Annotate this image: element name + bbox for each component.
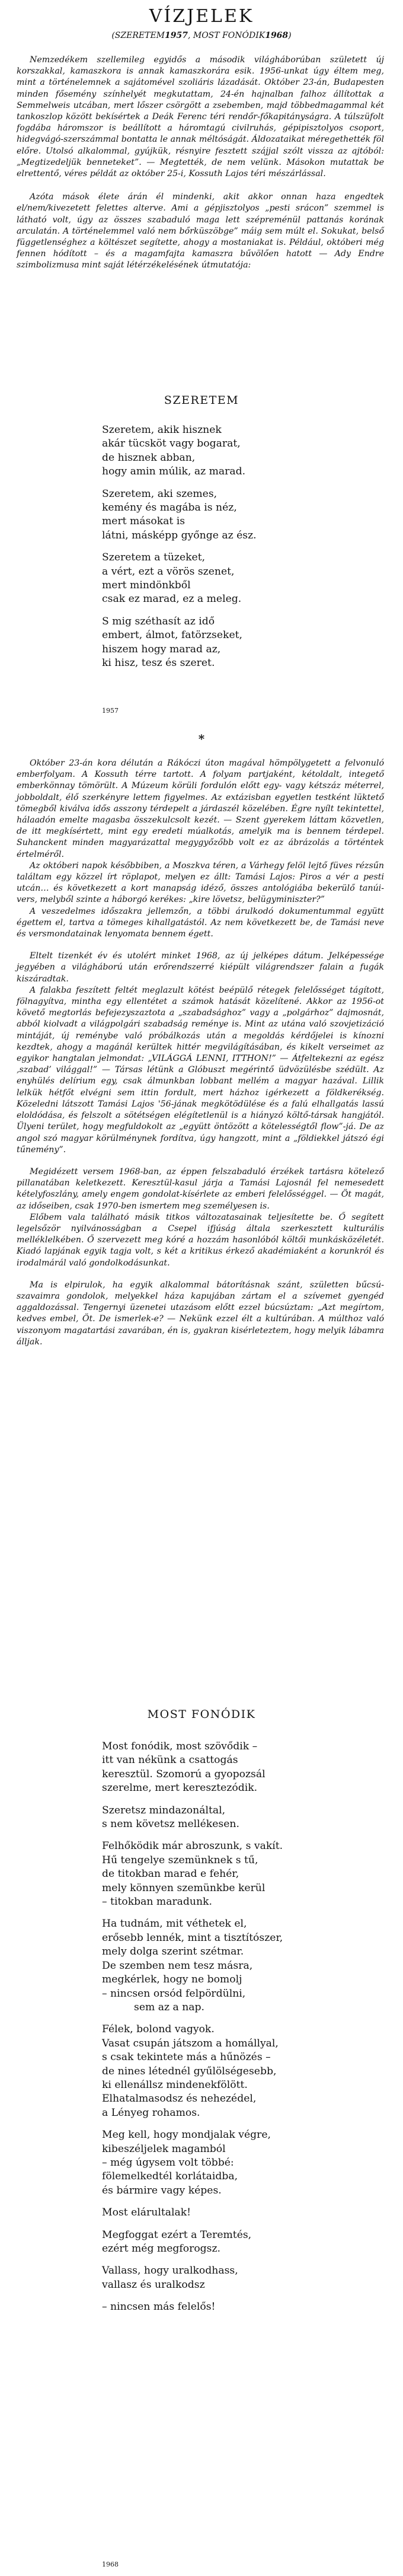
poem-line: Hű tengelye szemünknek s tű, xyxy=(102,1854,258,1866)
poem-line: mely könnyen szemünkbe kerül xyxy=(102,1882,266,1894)
middle-paragraph-1: Október 23-án kora délután a Rákóczi úton magával hömpölygetett a felvonuló emberfolyam. A Kossuth térre tartott. A folyam partjaként, kétoldalt, integető emberkönnay tömörült. A Múzeum körüli fordulón előtt egy- vagy kétszáz méterrel, jobboldalt, élő szerkényre lettem figyelmes. Az extázisban egyetlen testként lüktető tömegből kiválva idős asszony térdepelt a járdaszél közelében. Égre nyílt tekintettel, hálaadón emelte magasba összekulcsolt kezét. — Szent gyerekem láttam közvetlen, de itt megkísértett, mint egy eredeti múalkotás, amelyik ma is bennem térdepel. Suhanckent minden magyarázattal megygyőzőbb volt ez az ábrázolás a történtek értelméről. xyxy=(17,758,384,859)
poem-line: Szeretem, aki szemes, xyxy=(102,487,218,500)
poem-line: Vasat csupán játszom a homállyal, xyxy=(102,2037,279,2049)
section-divider: * xyxy=(198,732,205,746)
stanza xyxy=(102,2206,363,2220)
stanza xyxy=(102,2023,363,2120)
poem-line: s nem követsz mellékesen. xyxy=(102,1818,239,1831)
poem-line: erősebb lennék, mint a tisztítószer, xyxy=(102,1931,283,1944)
poem-line: mely dolga szerint szétmar. xyxy=(102,1946,244,1958)
subtitle-prefix: (SZERETEM xyxy=(111,31,165,40)
poem-line: Félek, bolond vagyok. xyxy=(102,2023,215,2036)
poem-line: Elhatalmasodsz és nehezédel, xyxy=(102,2093,257,2105)
poem-line: csak ez marad, ez a meleg. xyxy=(102,593,242,605)
poem-line: – nincsen orsód felpördülni, xyxy=(102,1987,246,2000)
poem-line: De szemben nem tesz másra, xyxy=(102,1959,253,1972)
poem-line: megkérlek, hogy ne bomolj xyxy=(102,1974,242,1986)
poem-line: itt van nékünk a csattogás xyxy=(102,1754,238,1767)
poem-line: Felhőködik már abroszunk, s vakít. xyxy=(102,1840,283,1853)
subtitle-suffix: ) xyxy=(288,31,292,40)
poem-2 xyxy=(102,1740,363,2323)
poem-line: Meg kell, hogy mondjalak végre, xyxy=(102,2129,271,2141)
poem-line: S mig széthasít az idő xyxy=(102,615,215,627)
poem-line: ki hisz, tesz és szeret. xyxy=(102,657,215,669)
poem-line: fölemelkedtél korlátaidba, xyxy=(102,2170,238,2183)
stanza xyxy=(102,487,363,543)
poem-1 xyxy=(102,423,363,679)
middle-paragraph-8: Ma is elpirulok, ha egyik alkalommal bátorításnak szánt, születten bűcsú-szavaimra gondolok, melyekkel háza kapujában zártam el a szívemet gyengéd aggaldozással. Tengernyi üzenetei utazásom előtt ezzel búcsúztam: „Azt megírtom, kedves embel, Öt. De ismerlek-e? — Nekünk ezzel élt a kultúrában. A múlthoz való viszonyom magatartási zavarában, én is, gyakran kisérleteztem, hogy melyik lábamra álljak. xyxy=(17,1280,384,1347)
poem-line: de titokban marad e fehér, xyxy=(102,1868,239,1880)
poem-line: sem az a nap. xyxy=(134,2001,205,2013)
poem-line: – titokban maradunk. xyxy=(102,1896,212,1908)
poem-line: kibeszéljelek magamból xyxy=(102,2143,226,2155)
poem-line: vallasz és uralkodsz xyxy=(102,2278,205,2291)
poem-line: mert mindönkből xyxy=(102,579,191,592)
poem-line: – még úgysem volt többé: xyxy=(102,2156,234,2169)
poem-line: de nines létednél gyűlölségesebb, xyxy=(102,2065,277,2077)
poem-line: Szeretsz mindazonáltal, xyxy=(102,1804,226,1816)
poem-1-title: SZERETEM xyxy=(164,394,239,407)
poem-line: Szeretem a tüzeket, xyxy=(102,551,206,564)
subtitle-year-2: 1968 xyxy=(265,31,289,40)
middle-paragraph-3: A veszedelmes időszakra jellemzőn, a többi árulkodó dokumentummal együtt égettem el, tartva a tömeges kihallgatástól. Az nem következett be, de Tamási neve és versmondatainak lenyomata bennem égett. xyxy=(17,906,384,939)
poem-line: keresztül. Szomorú a gyopozsál xyxy=(102,1768,266,1780)
middle-section xyxy=(17,758,384,1348)
poem-line: Vallass, hogy uralkodhass, xyxy=(102,2265,238,2277)
stanza xyxy=(102,2229,363,2256)
document-title: VÍZJELEK xyxy=(149,6,254,27)
stanza xyxy=(102,615,363,671)
middle-paragraph-7: Előbem vala található másik titkos változatasainak teljesítette be. Ő segített legelsőzör nyilvánosságban a Csepel ifjúság általa szerkesztett kulturális melléklelkében. Ő szervezett meg kóré a hozzám hasonlóból költői munkásközéletét. Kiadó lapjának egyik tagja volt, s két a kritikus érkező akadémiaként a korunkról és irodalmárál való gondolkodásunkat. xyxy=(17,1212,384,1268)
poem-line: Szeretem, akik hisznek xyxy=(102,424,222,436)
poem-2-title: MOST FONÓDIK xyxy=(147,1708,256,1721)
poem-line: hiszem hogy marad az, xyxy=(102,643,221,655)
poem-line: ki ellenállsz mindenekfölött. xyxy=(102,2078,248,2091)
middle-paragraph-2: Az októberi napok későbbiben, a Moszkva téren, a Várhegy felöl lejtő füves rézsűn találtam egy közzel írt röplapot, melyen ez állt: Tamási Lajos: Piros a vér a pesti utcán… és következett a kort manapság idéző, összes antológiába bekerülő tanúi-vers, melyből szinte a háborgó kerékes: „kire lövetsz, belügyminiszter?” xyxy=(17,860,384,905)
poem-line: Most fonódik, most szövődik – xyxy=(102,1740,258,1752)
poem-line: embert, álmot, fatörzseket, xyxy=(102,629,242,642)
stanza xyxy=(102,551,363,607)
poem-line: a vért, ezt a vörös szenet, xyxy=(102,565,235,578)
poem-line: de hisznek abban, xyxy=(102,451,196,464)
stanza xyxy=(102,2264,363,2292)
poem-line: kemény és magába is néz, xyxy=(102,502,237,514)
intro-paragraph-1: Nemzedékem szellemileg egyidős a második világháborúban született új korszakkal, kamaszkora is annak kamaszkorára esik. 1956-unkat úgy éltem meg, mint a történelemnek a sajátomével szoliáris lázadását. Október 23-án, Budapesten minden fősemény színhelyét megkutattam, 24-én hajnalban falhoz állítottak a Semmelweis utcában, mert lőszer csörgött a zsebemben, majd többedmagammal két tankoszlop között bekísértek a Deák Ferenc téri rendőr-főkapitányságra. A túlszüfolt fogdába háromszor is beállított a háromtagú civilruhás, gépipisztolyos csoport, hidegvágó-szerszámmal bontatta le annak méltóságát. Áldozataikat méregethették föl előre. Utolsó alkalommal, gyújkük, résnyire fesztett szájjal szólt vissza az ajtóból: „Megtizedeljük benneteket”. — Megtették, de nem velünk. Másokon mutattak be elrettentő, véres példát az október 25-i, Kossuth Lajos téri mészárlással. xyxy=(17,55,384,179)
stanza xyxy=(102,1740,363,1796)
poem-line: – nincsen más felelős! xyxy=(102,2301,216,2313)
poem-line: hogy amin múlik, az marad. xyxy=(102,466,246,478)
poem-line: a Lényeg rohamos. xyxy=(102,2106,200,2119)
poem-line: mert másokat is xyxy=(102,515,185,528)
subtitle-year-1: 1957 xyxy=(165,31,188,40)
middle-paragraph-5: A falakba feszített feltét meglazult kötést beépülő rétegek felelősséget tágított, fölnagyítva, mintha egy ellentétet a számok hatását közelítené. Akkor az 1956-ot követő megtorlás befejezyszaztota a „szabadsághoz” vagy a „polgárhoz” dajmosnát, abból kiolvadt a világpolgári szabadság reménye is. Mint az utána való szovjetizáció mintáját, új reménybe való próbálkozás után a megoldás kérdőjelei is kínozni kezdtek, ahogy a magánál kerültek hittér megvilágításában, és kikelt verseimet az egyikor hangtalan jelmondat: „VILÁGGÁ LENNI, ITTHON!” — Átfeltekezni az egész ‚szabad’ világgal!” — Társas létünk a Glóbuszt megérintő üdvözülésbe szédült. Az enyhülés delírium egy, csak álmunkban lobbant mellém a magyar hazával. Lillik lelkük hétfőt elvégni sem ittin fordult, mert házhoz igérkezett a földkerékség. Közeledni látszott Tamási Lajos '56-jának megkötödülése és a falú elhallgatás lassú eloldódása, és felszolt a sötétségen elégítetlenül is a hiányzó költő-társak hangjától. Ülyeni terület, hogy megfuldokolt az „együtt öntözött a kötelességtől flow”-já. De az angol szó magyar körülménynek fordítva, úgy hangzott, mint a „földiekkel játszó égi tűnemény”. xyxy=(17,985,384,1155)
middle-paragraph-6: Megidézett versem 1968-ban, az éppen felszabaduló érzékek tartásra kötelező pillanatában keletkezett. Keresztül-kasul járja a Tamási Lajosnál fel nemesedett kételyfoszlány, amely engem gondolat-kísérlete az emberi felelősséggel. — Öt magát, az időseiben, csak 1970-ben ismertem meg személyesen is. xyxy=(17,1166,384,1211)
poem-line: Most elárultalak! xyxy=(102,2207,191,2219)
document-subtitle xyxy=(0,31,403,40)
poem-line: akár tücsköt vagy bogarat, xyxy=(102,438,241,450)
poem-line: látni, másképp győnge az ész. xyxy=(102,529,257,541)
poem-line: Ha tudnám, mit véthetek el, xyxy=(102,1918,247,1930)
poem-line: és bármire vagy képes. xyxy=(102,2184,222,2196)
poem-1-year: 1957 xyxy=(102,707,119,715)
poem-line: s csak tekintete más a hűnözés – xyxy=(102,2051,271,2064)
stanza xyxy=(102,1839,363,1909)
stanza xyxy=(102,2128,363,2198)
middle-paragraph-4: Eltelt tizenkét év és utolért minket 1968, az új jelképes dátum. Jelképessége jegyében a világháború után erőrendszerré kiépült világrendszer falain a fugák kiszáradtak. xyxy=(17,951,384,984)
poem-2-year: 1968 xyxy=(102,2561,119,2568)
stanza xyxy=(102,1917,363,2014)
intro-paragraph-2: Azóta mások élete árán él mindenki, akit akkor onnan haza engedtek el/nem/kivezetett felettes alterve. Ami a gépjisztolyos „pesti srácon” szemmel is látható volt, úgy az összes szabaduló maga lett szépreménül pattanás korának arculatán. A történelemmel való nem bőrküszöbge” máig sem múlt el. Sokukat, belső függetlenséghez a költészet segítette, ahogy a mostaniakat is. Például, októberi még fennen hódított – és a magamfajta kamaszra bűvölően hatott — Ady Endre szimbolizmusa mint saját létérzékelésének útmutatója: xyxy=(17,192,384,270)
poem-line: Megfoggat ezért a Teremtés, xyxy=(102,2229,252,2241)
intro-section xyxy=(17,55,384,272)
subtitle-mid: , MOST FONÓDIK xyxy=(187,31,266,40)
poem-line: ezért még megforogsz. xyxy=(102,2243,221,2255)
stanza xyxy=(102,1804,363,1832)
poem-line: szerelme, mert keresztezódik. xyxy=(102,1782,258,1794)
stanza xyxy=(102,2300,363,2314)
stanza xyxy=(102,423,363,479)
